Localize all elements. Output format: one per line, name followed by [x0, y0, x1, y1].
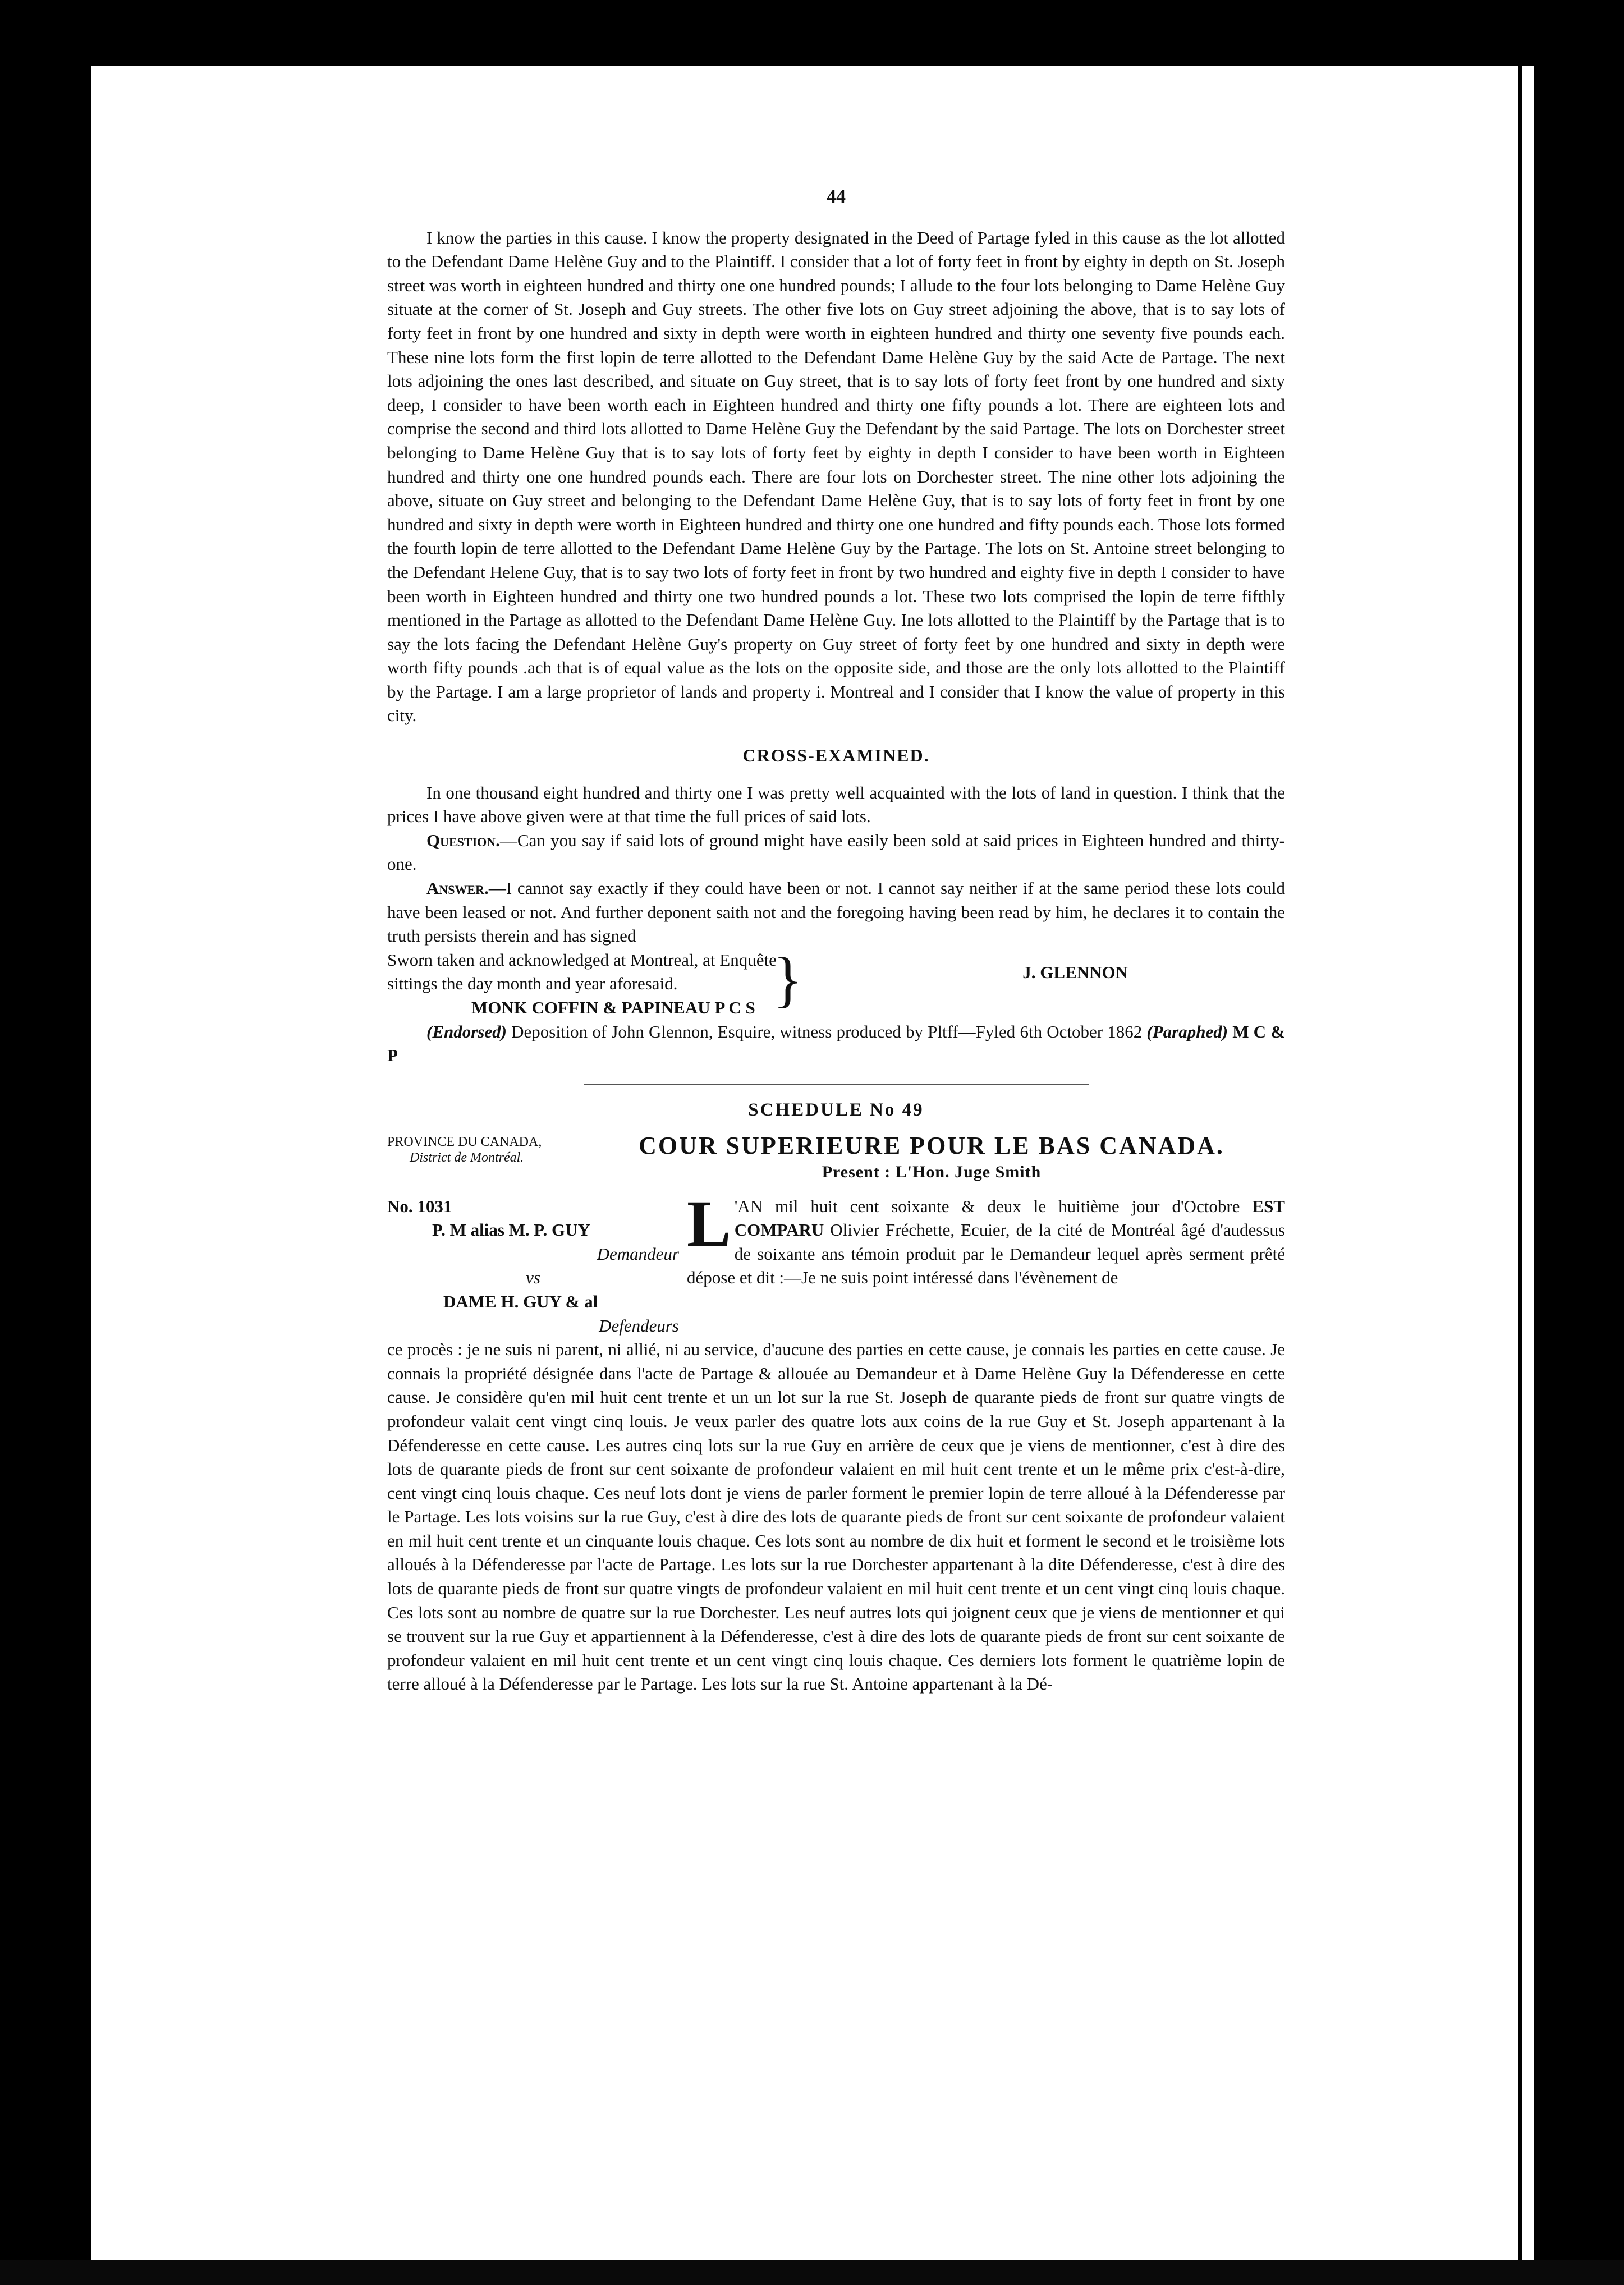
comparu-text: EST COMPARU: [734, 1196, 1285, 1240]
french-opening: [679, 1186, 1285, 1338]
province-line: PROVINCE DU CANADA,: [387, 1135, 542, 1150]
endorsed-label: (Endorsed): [426, 1021, 507, 1041]
page-number: 44: [827, 186, 846, 207]
case-number: No. 1031: [387, 1196, 452, 1216]
province-block: [387, 1134, 578, 1166]
plaintiff-name: P. M alias M. P. GUY: [432, 1220, 590, 1240]
french-deposition: ce procès : je ne suis ni parent, ni allié, ni au service, d'aucune des parties en cette cause, je connais les parties en cette cause. Je connais la propriété désignée dans l'acte de Partage & allouée au Demandeur et à Dame Helène Guy la Défenderesse en cette cause. Je considère qu'en mil huit cent trente et un un lot sur la rue St. Joseph de quarante pieds de front sur quatre vingts de profondeur valait cent vingt cinq louis. Je veux parler des quatre lots aux coins de la rue Guy et St. Joseph appartenant à la Défenderesse en cette cause. Les autres cinq lots sur la rue Guy en arrière de ceux que je viens de mentionner, c'est à dire des lots de quarante pieds de front sur cent soixante de profondeur valaient en mil huit cent trente et un le même prix c'est-à-dire, cent vingt cinq louis chaque. Ces neuf lots dont je viens de parler forment le premier lopin de terre alloué à la Défenderesse par le Partage. Les lots voisins sur la rue Guy, c'est à dire des lots de quarante pieds de front sur cent soixante de profondeur valaient en mil huit cent trente et un cinquante louis chaque. Ces lots sont au nombre de dix huit et forment le second et le troisième lots alloués à la Défenderesse par l'acte de Partage. Les lots sur la rue Dorchester appartenant à la dite Défenderesse, c'est à dire des lots de quarante pieds de front sur quatre vingts de profondeur valaient en mil huit cent trente et un cent vingt cinq louis chaque. Ces lots sont au nombre de quatre sur la rue Dorchester. Les neuf autres lots qui joignent ceux que je viens de mentionner et qui se trouvent sur la rue Guy et appartiennent à la Défenderesse, c'est à dire des lots de quarante pieds de front sur cent soixante de profondeur valaient en mil huit cent trente et un cent vingt cinq louis chaque. Ces derniers lots forment le quatrième lopin de terre alloué à la Défenderesse par le Partage. Les lots sur la rue St. Antoine appartenant à la Dé-: [387, 1339, 1285, 1694]
brace-glyph: }: [773, 944, 802, 1013]
document-body: [387, 185, 1285, 1696]
answer-label: Answer.: [426, 878, 489, 898]
district-line: District de Montréal.: [410, 1150, 524, 1166]
case-row: [387, 1186, 1285, 1338]
answer-text: —I cannot say exactly if they could have been or not. I cannot say neither if at the same period these lots could have been leased or not. And further deponent saith not and the foregoing having been read by him, he declares it to contain the truth persists therein and has signed: [387, 878, 1285, 946]
versus: vs: [526, 1268, 540, 1288]
defendant-name: DAME H. GUY & al: [443, 1291, 598, 1311]
attorneys-firm: MONK COFFIN & PAPINEAU P C S: [471, 998, 755, 1017]
paraphed-label: (Paraphed): [1146, 1021, 1228, 1041]
cross-examined-heading: CROSS-EXAMINED.: [742, 745, 930, 766]
question-text: —Can you say if said lots of ground might have easily been sold at said prices in Eighteen hundred and thirty-one.: [387, 830, 1285, 874]
sworn-text: Sworn taken and acknowledged at Montreal, at Enquête sittings the day month and year aforesaid.: [387, 949, 777, 994]
scan-border: [0, 2260, 1624, 2285]
testimony-paragraph: I know the parties in this cause. I know the property designated in the Deed of Partage fyled in this cause as the lot allotted to the Defendant Dame Helène Guy and to the Plaintiff. I consider that a lot of forty feet in front by eighty in depth on St. Joseph street was worth in eighteen hundred and thirty one one hundred pounds; I allude to the four lots belonging to Dame Helène Guy situate at the corner of St. Joseph and Guy streets. The other five lots on Guy street adjoining the above, that is to say lots of forty feet in front by one hundred and sixty in depth were worth in eighteen hundred and thirty one seventy five pounds each. These nine lots form the first lopin de terre allotted to the Defendant Dame Helène Guy by the said Acte de Partage. The next lots adjoining the ones last described, and situate on Guy street, that is to say lots of forty feet front by one hundred and sixty deep, I consider to have been worth each in Eighteen hundred and thirty one fifty pounds a lot. There are eighteen lots and comprise the second and third lots allotted to Dame Helène Guy the Defendant by the said Partage. The lots on Dorchester street belonging to Dame Helène Guy that is to say lots of forty feet by eighty in depth I consider to have been worth in Eighteen hundred and thirty one one hundred pounds each. There are four lots on Dorchester street. The nine other lots adjoining the above, situate on Guy street and belonging to the Defendant Dame Helène Guy, that is to say lots of forty feet in front by one hundred and sixty in depth were worth in Eighteen hundred and thirty one one hundred and fifty pounds each. Those lots formed the fourth lopin de terre allotted to the Defendant Dame Helène Guy by the Partage. The lots on St. Antoine street belonging to the Defendant Helene Guy, that is to say two lots of forty feet in front by two hundred and eighty five in depth I consider to have been worth in Eighteen hundred and thirty one two hundred pounds a lot. These two lots comprised the lopin de terre fifthly mentioned in the Partage as allotted to the Defendant Dame Helène Guy. Ine lots allotted to the Plaintiff by the Partage that is to say the lots facing the Defendant Helène Guy's property on Guy street of forty feet by one hundred and sixty in depth were worth fifty pounds .ach that is of equal value as the lots on the opposite side, and those are the only lots allotted to the Plaintiff by the Partage. I am a large proprietor of lands and property i. Montreal and I consider that I know the value of property in this city.: [387, 227, 1285, 726]
defendant-role: Defendeurs: [599, 1315, 679, 1336]
question-label: Question.: [426, 830, 500, 850]
court-block: [578, 1134, 1285, 1184]
paraphed-text: M C & P: [387, 1021, 1286, 1066]
schedule-heading: SCHEDULE No 49: [748, 1099, 924, 1120]
question-paragraph: [387, 829, 1285, 877]
court-title: COUR SUPERIEURE POUR LE BAS CANADA.: [639, 1132, 1224, 1160]
case-caption: [387, 1195, 679, 1338]
adjacent-page-edge: [1522, 66, 1534, 2285]
drop-cap: L: [687, 1186, 731, 1260]
plaintiff-role: Demandeur: [597, 1244, 679, 1264]
endorsed-text: Deposition of John Glennon, Esquire, witness produced by Pltff—Fyled 6th October 1862: [511, 1021, 1143, 1041]
court-header: [387, 1134, 1285, 1184]
endorsement: [387, 1020, 1285, 1068]
deponent-signature: J. GLENNON: [1022, 962, 1128, 982]
section-divider: [584, 1084, 1089, 1085]
cross-paragraph: In one thousand eight hundred and thirty one I was pretty well acquainted with the lots of land in question. I think that the prices I have above given were at that time the full prices of said lots.: [387, 782, 1285, 827]
french-opening-text: 'AN mil huit cent soixante & deux le huitième jour d'Octobre: [734, 1196, 1240, 1216]
presiding-judge: Present : L'Hon. Juge Smith: [822, 1162, 1042, 1181]
answer-paragraph: [387, 877, 1285, 948]
french-opening-rest: Olivier Fréchette, Ecuier, de la cité de Montréal âgé d'audessus de soixante ans témoin produit par le Demandeur lequel après serment prêté dépose et dit :—Je ne suis point intéressé dans l'évènement de: [687, 1220, 1285, 1288]
